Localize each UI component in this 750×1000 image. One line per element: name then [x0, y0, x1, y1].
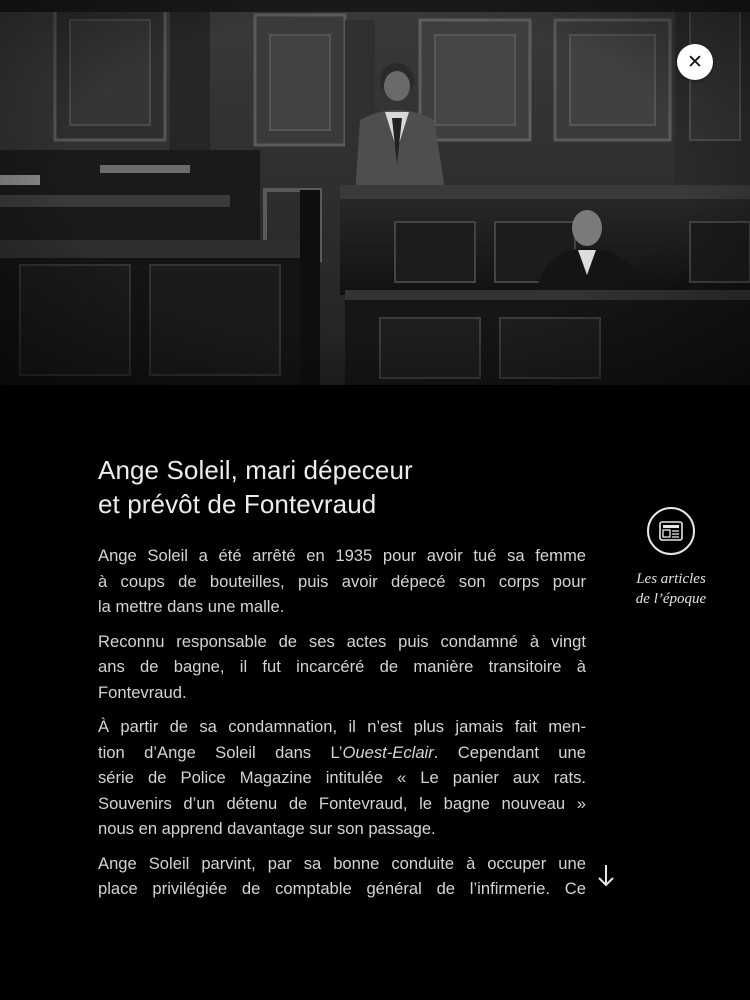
- title-line: et prévôt de Fontevraud: [98, 489, 377, 519]
- text-line: Ange Soleil a été arrêté en 1935 pour avoir tué sa femme: [98, 546, 586, 565]
- text-line: Reconnu responsable de ses actes puis condamné à vingt: [98, 631, 586, 651]
- article: [98, 453, 586, 911]
- paragraph-2: [98, 629, 586, 706]
- text-line: Fontevraud.: [98, 682, 187, 702]
- paragraph-3: [98, 714, 586, 842]
- article-panel: [0, 385, 750, 1000]
- period-articles-label: [628, 569, 714, 609]
- paragraph-1: [98, 543, 586, 620]
- close-icon: ✕: [687, 50, 703, 73]
- text-line: à coups de bouteilles, puis avoir dépecé son corps pour: [98, 571, 586, 591]
- text-line: Souvenirs d’un détenu de Fontevraud, le bagne nouveau »: [98, 793, 586, 813]
- text-line: place privilégiée de comptable général de l’infirmerie. Ce: [98, 879, 586, 898]
- text-segment: tion d’Ange Soleil dans L’: [98, 742, 343, 762]
- paragraph-4: [98, 851, 586, 902]
- arrow-down-icon: [596, 863, 616, 889]
- period-articles-link[interactable]: [628, 507, 714, 609]
- courtroom-photo: [0, 0, 750, 385]
- title-line: Ange Soleil, mari dépeceur: [98, 455, 413, 485]
- text-line: nous en apprend davantage sur son passage.: [98, 819, 436, 838]
- close-button[interactable]: [677, 44, 713, 80]
- text-segment: . Cependant une: [433, 742, 586, 762]
- article-title: [98, 453, 586, 521]
- label-line: de l’époque: [635, 591, 707, 607]
- text-line: [98, 740, 586, 766]
- header-photo: [0, 0, 750, 385]
- text-line: À partir de sa condamnation, il n’est plus jamais fait men-: [98, 717, 586, 736]
- label-line: Les articles: [636, 571, 706, 587]
- scroll-down-button[interactable]: [596, 863, 616, 889]
- newspaper-name: Ouest-Eclair: [342, 742, 434, 762]
- text-line: ans de bagne, il fut incarcéré de manière transitoire à: [98, 657, 586, 676]
- text-line: Ange Soleil parvint, par sa bonne conduite à occuper une: [98, 853, 586, 873]
- newspaper-icon-circle: [647, 507, 695, 555]
- newspaper-icon: [659, 520, 683, 542]
- text-line: la mettre dans une malle.: [98, 597, 285, 616]
- text-line: série de Police Magazine intitulée « Le panier aux rats.: [98, 768, 586, 787]
